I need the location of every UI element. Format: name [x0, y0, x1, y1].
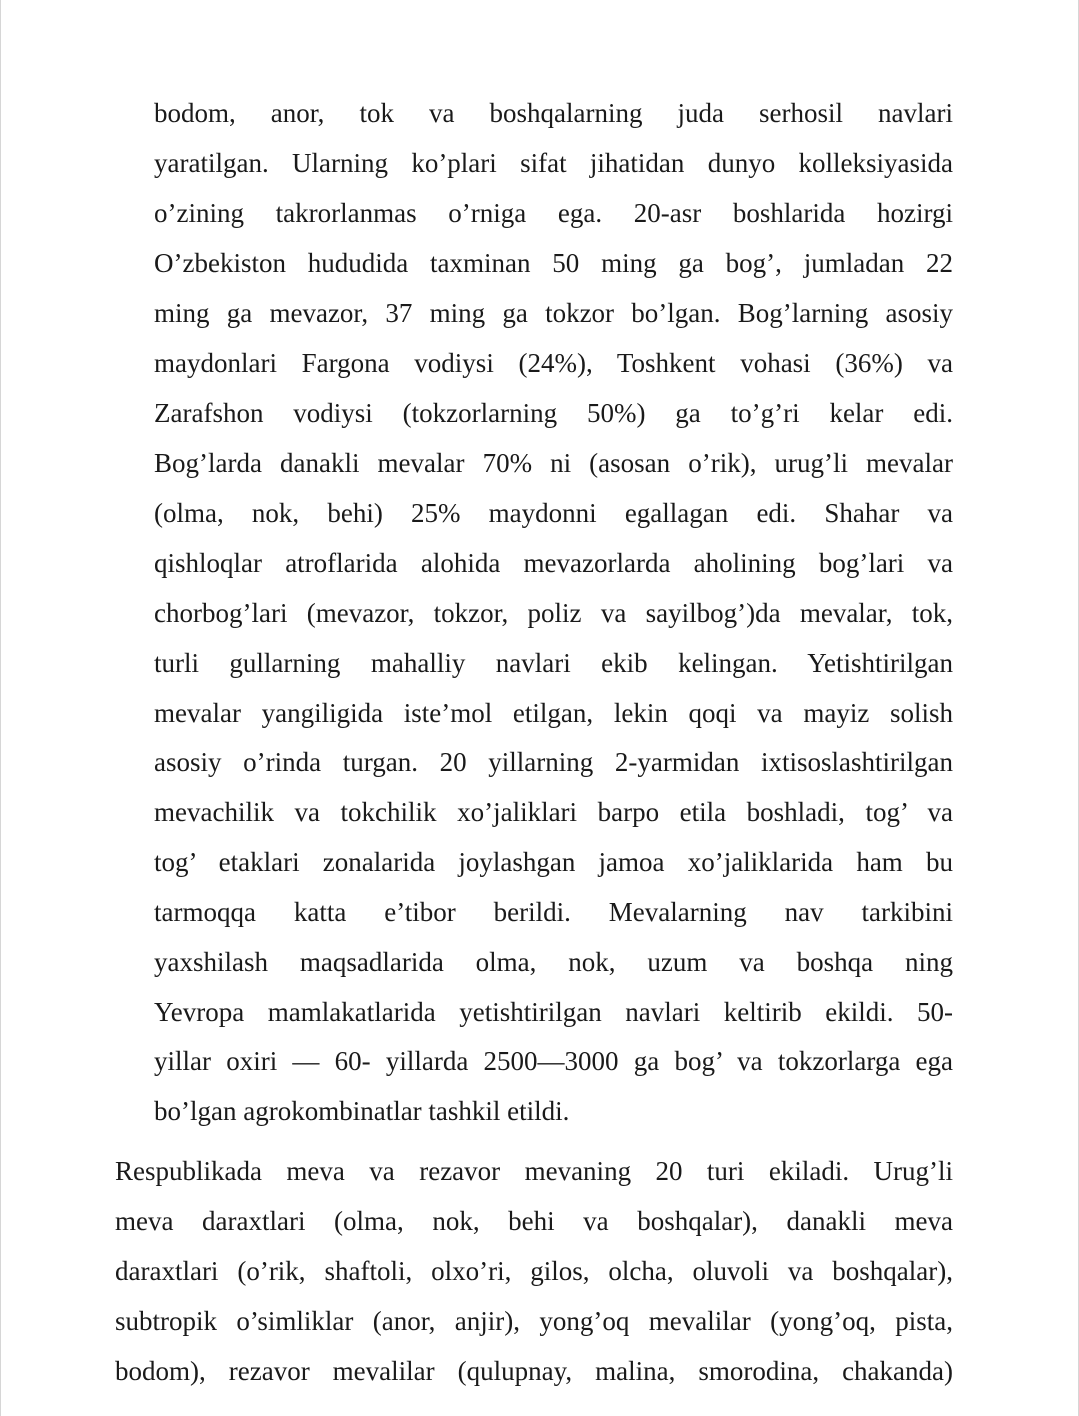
paragraph-2-line-3: daraxtlari (o’rik, shaftoli, olxo’ri, gilos, olcha, oluvoli va boshqalar), [115, 1256, 953, 1286]
paragraph-2-line-2: meva daraxtlari (olma, nok, behi va boshqalar), danakli meva [115, 1206, 953, 1236]
paragraph-1-line-7: Zarafshon vodiysi (tokzorlarning 50%) ga to’g’ri kelar edi. [154, 398, 953, 428]
paragraph-1-line-2: yaratilgan. Ularning ko’plari sifat jihatidan dunyo kolleksiyasida [154, 148, 953, 178]
paragraph-1-line-10: qishloqlar atroflarida alohida mevazorlarda aholining bog’lari va [154, 548, 953, 578]
paragraph-1-line-14: asosiy o’rinda turgan. 20 yillarning 2-yarmidan ixtisoslashtirilgan [154, 747, 953, 777]
paragraph-1-line-8: Bog’larda danakli mevalar 70% ni (asosan o’rik), urug’li mevalar [154, 448, 953, 478]
paragraph-1-line-15: mevachilik va tokchilik xo’jaliklari barpo etila boshladi, tog’ va [154, 797, 953, 827]
paragraph-1-line-20: yillar oxiri — 60- yillarda 2500—3000 ga bog’ va tokzorlarga ega [154, 1046, 953, 1076]
paragraph-1-line-1: bodom, anor, tok va boshqalarning juda serhosil navlari [154, 98, 953, 128]
paragraph-1-line-21: bo’lgan agrokombinatlar tashkil etildi. [154, 1096, 570, 1126]
paragraph-1-line-5: ming ga mevazor, 37 ming ga tokzor bo’lgan. Bog’larning asosiy [154, 298, 953, 328]
paragraph-2-line-1: Respublikada meva va rezavor mevaning 20 turi ekiladi. Urug’li [115, 1156, 953, 1186]
paragraph-1-line-18: yaxshilash maqsadlarida olma, nok, uzum va boshqa ning [154, 947, 953, 977]
paragraph-1-line-11: chorbog’lari (mevazor, tokzor, poliz va sayilbog’)da mevalar, tok, [154, 598, 953, 628]
paragraph-1-line-17: tarmoqqa katta e’tibor berildi. Mevalarning nav tarkibini [154, 897, 953, 927]
paragraph-1-line-3: o’zining takrorlanmas o’rniga ega. 20-asr boshlarida hozirgi [154, 198, 953, 228]
paragraph-1-line-16: tog’ etaklari zonalarida joylashgan jamoa xo’jaliklarida ham bu [154, 847, 953, 877]
paragraph-1-line-9: (olma, nok, behi) 25% maydonni egallagan edi. Shahar va [154, 498, 953, 528]
paragraph-1-line-4: O’zbekiston hududida taxminan 50 ming ga bog’, jumladan 22 [154, 248, 953, 278]
paragraph-1-line-6: maydonlari Fargona vodiysi (24%), Toshkent vohasi (36%) va [154, 348, 953, 378]
paragraph-1-line-13: mevalar yangiligida iste’mol etilgan, lekin qoqi va mayiz solish [154, 698, 953, 728]
paragraph-1-line-12: turli gullarning mahalliy navlari ekib kelingan. Yetishtirilgan [154, 648, 953, 678]
paragraph-2-line-5: bodom), rezavor mevalilar (qulupnay, malina, smorodina, chakanda) [115, 1356, 953, 1386]
paragraph-2-line-4: subtropik o’simliklar (anor, anjir), yong’oq mevalilar (yong’oq, pista, [115, 1306, 953, 1336]
paragraph-1-line-19: Yevropa mamlakatlarida yetishtirilgan navlari keltirib ekildi. 50- [154, 997, 953, 1027]
